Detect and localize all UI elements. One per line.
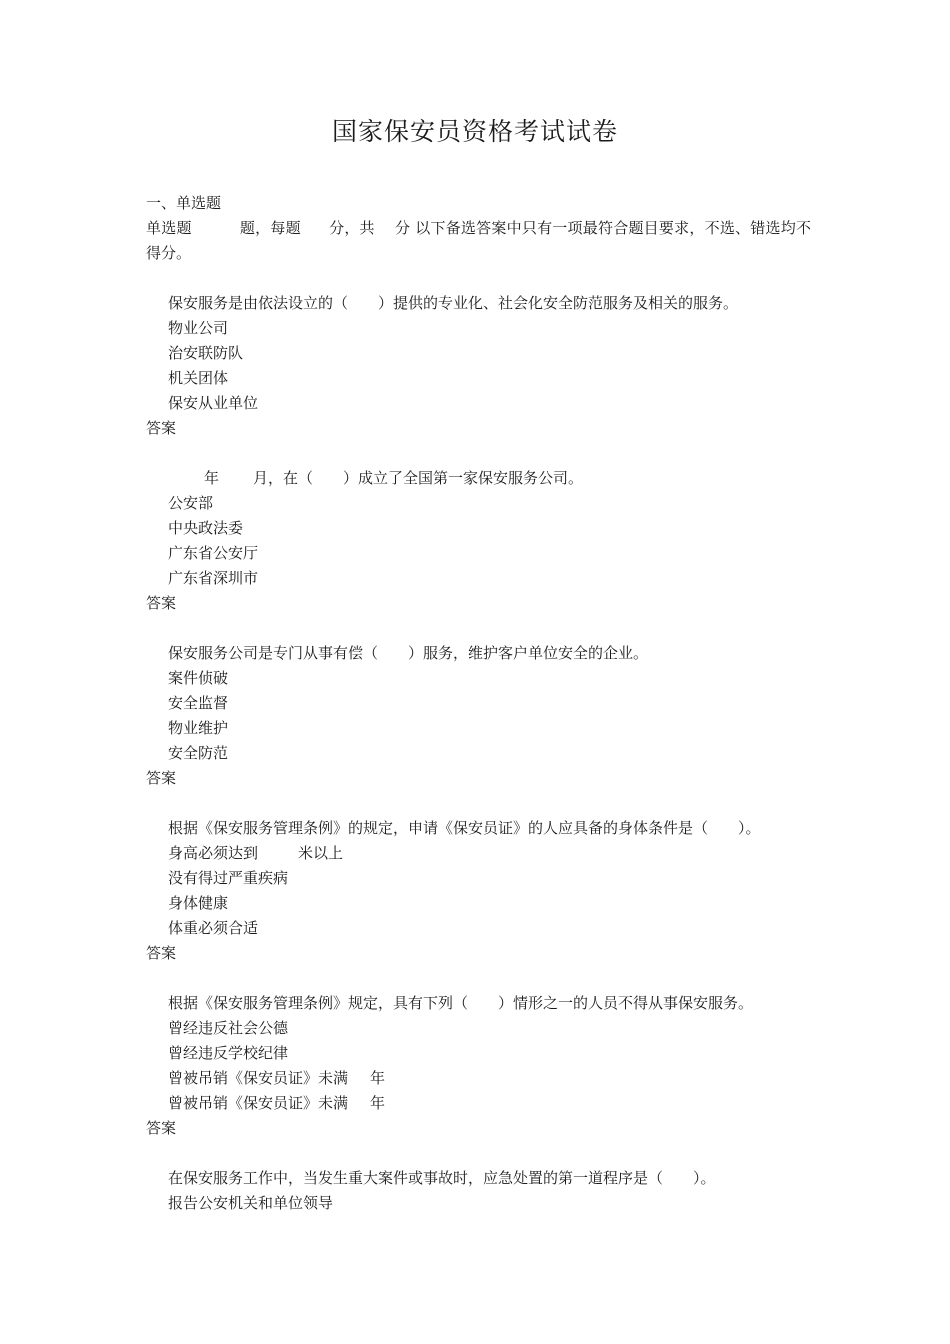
option-d: 安全防范 — [168, 744, 229, 762]
answer-label: 答案 — [146, 944, 177, 962]
stem-rest: 月，在（ ）成立了全国第一家保安服务公司。 — [253, 469, 584, 487]
question-stem: 保安服务是由依法设立的（ ）提供的专业化、社会化安全防范服务及相关的服务。 — [168, 294, 739, 312]
question-1 — [146, 291, 811, 441]
option-b: 治安联防队 — [168, 344, 244, 362]
question-stem: 在保安服务工作中，当发生重大案件或事故时，应急处置的第一道程序是（ ）。 — [168, 1169, 716, 1187]
option-d — [146, 1091, 811, 1116]
section-heading: 一、单选题 — [146, 194, 222, 212]
option-d-part1: 曾被吊销《保安员证》未满 — [168, 1094, 349, 1112]
question-stem — [146, 466, 811, 491]
option-a: 物业公司 — [168, 319, 229, 337]
option-c-part2: 年 — [370, 1069, 386, 1087]
option-d: 广东省深圳市 — [168, 569, 259, 587]
question-6 — [146, 1166, 811, 1216]
instructions-part3: 分，共 — [328, 219, 375, 237]
option-b: 中央政法委 — [168, 519, 244, 537]
option-b: 曾经违反学校纪律 — [168, 1044, 289, 1062]
question-stem: 根据《保安服务管理条例》规定，具有下列（ ）情形之一的人员不得从事保安服务。 — [168, 994, 754, 1012]
question-3 — [146, 641, 811, 791]
section-instructions — [146, 216, 811, 266]
question-4 — [146, 816, 811, 966]
answer-label: 答案 — [146, 769, 177, 787]
instructions-part2: 题，每题 — [239, 219, 301, 237]
option-c: 物业维护 — [168, 719, 229, 737]
option-a: 报告公安机关和单位领导 — [168, 1194, 334, 1212]
question-2 — [146, 466, 811, 616]
option-c — [146, 1066, 811, 1091]
question-stem: 根据《保安服务管理条例》的规定，申请《保安员证》的人应具备的身体条件是（ ）。 — [168, 819, 761, 837]
option-b: 安全监督 — [168, 694, 229, 712]
answer-label: 答案 — [146, 419, 177, 437]
instructions-part1: 单选题 — [146, 219, 192, 237]
option-d: 保安从业单位 — [168, 394, 259, 412]
stem-year: 年 — [204, 469, 220, 487]
option-c: 身体健康 — [168, 894, 229, 912]
question-5 — [146, 991, 811, 1141]
option-d: 体重必须合适 — [168, 919, 259, 937]
option-c: 机关团体 — [168, 369, 229, 387]
option-a: 公安部 — [168, 494, 214, 512]
page-title: 国家保安员资格考试试卷 — [331, 117, 618, 146]
document-body — [146, 191, 811, 1216]
answer-label: 答案 — [146, 1119, 177, 1137]
option-c-part1: 曾被吊销《保安员证》未满 — [168, 1069, 349, 1087]
option-a-part1: 身高必须达到 — [168, 844, 259, 862]
option-b: 没有得过严重疾病 — [168, 869, 289, 887]
option-c: 广东省公安厅 — [168, 544, 259, 562]
option-d-part2: 年 — [370, 1094, 386, 1112]
option-a-part2: 米以上 — [298, 844, 344, 862]
option-a — [146, 841, 811, 866]
answer-label: 答案 — [146, 594, 177, 612]
instructions-part4: 分 以下备选答案中只有一项最符合题目要求，不选、错选均不得分。 — [146, 219, 811, 262]
question-stem: 保安服务公司是专门从事有偿（ ）服务，维护客户单位安全的企业。 — [168, 644, 649, 662]
option-a: 曾经违反社会公德 — [168, 1019, 289, 1037]
option-a: 案件侦破 — [168, 669, 229, 687]
